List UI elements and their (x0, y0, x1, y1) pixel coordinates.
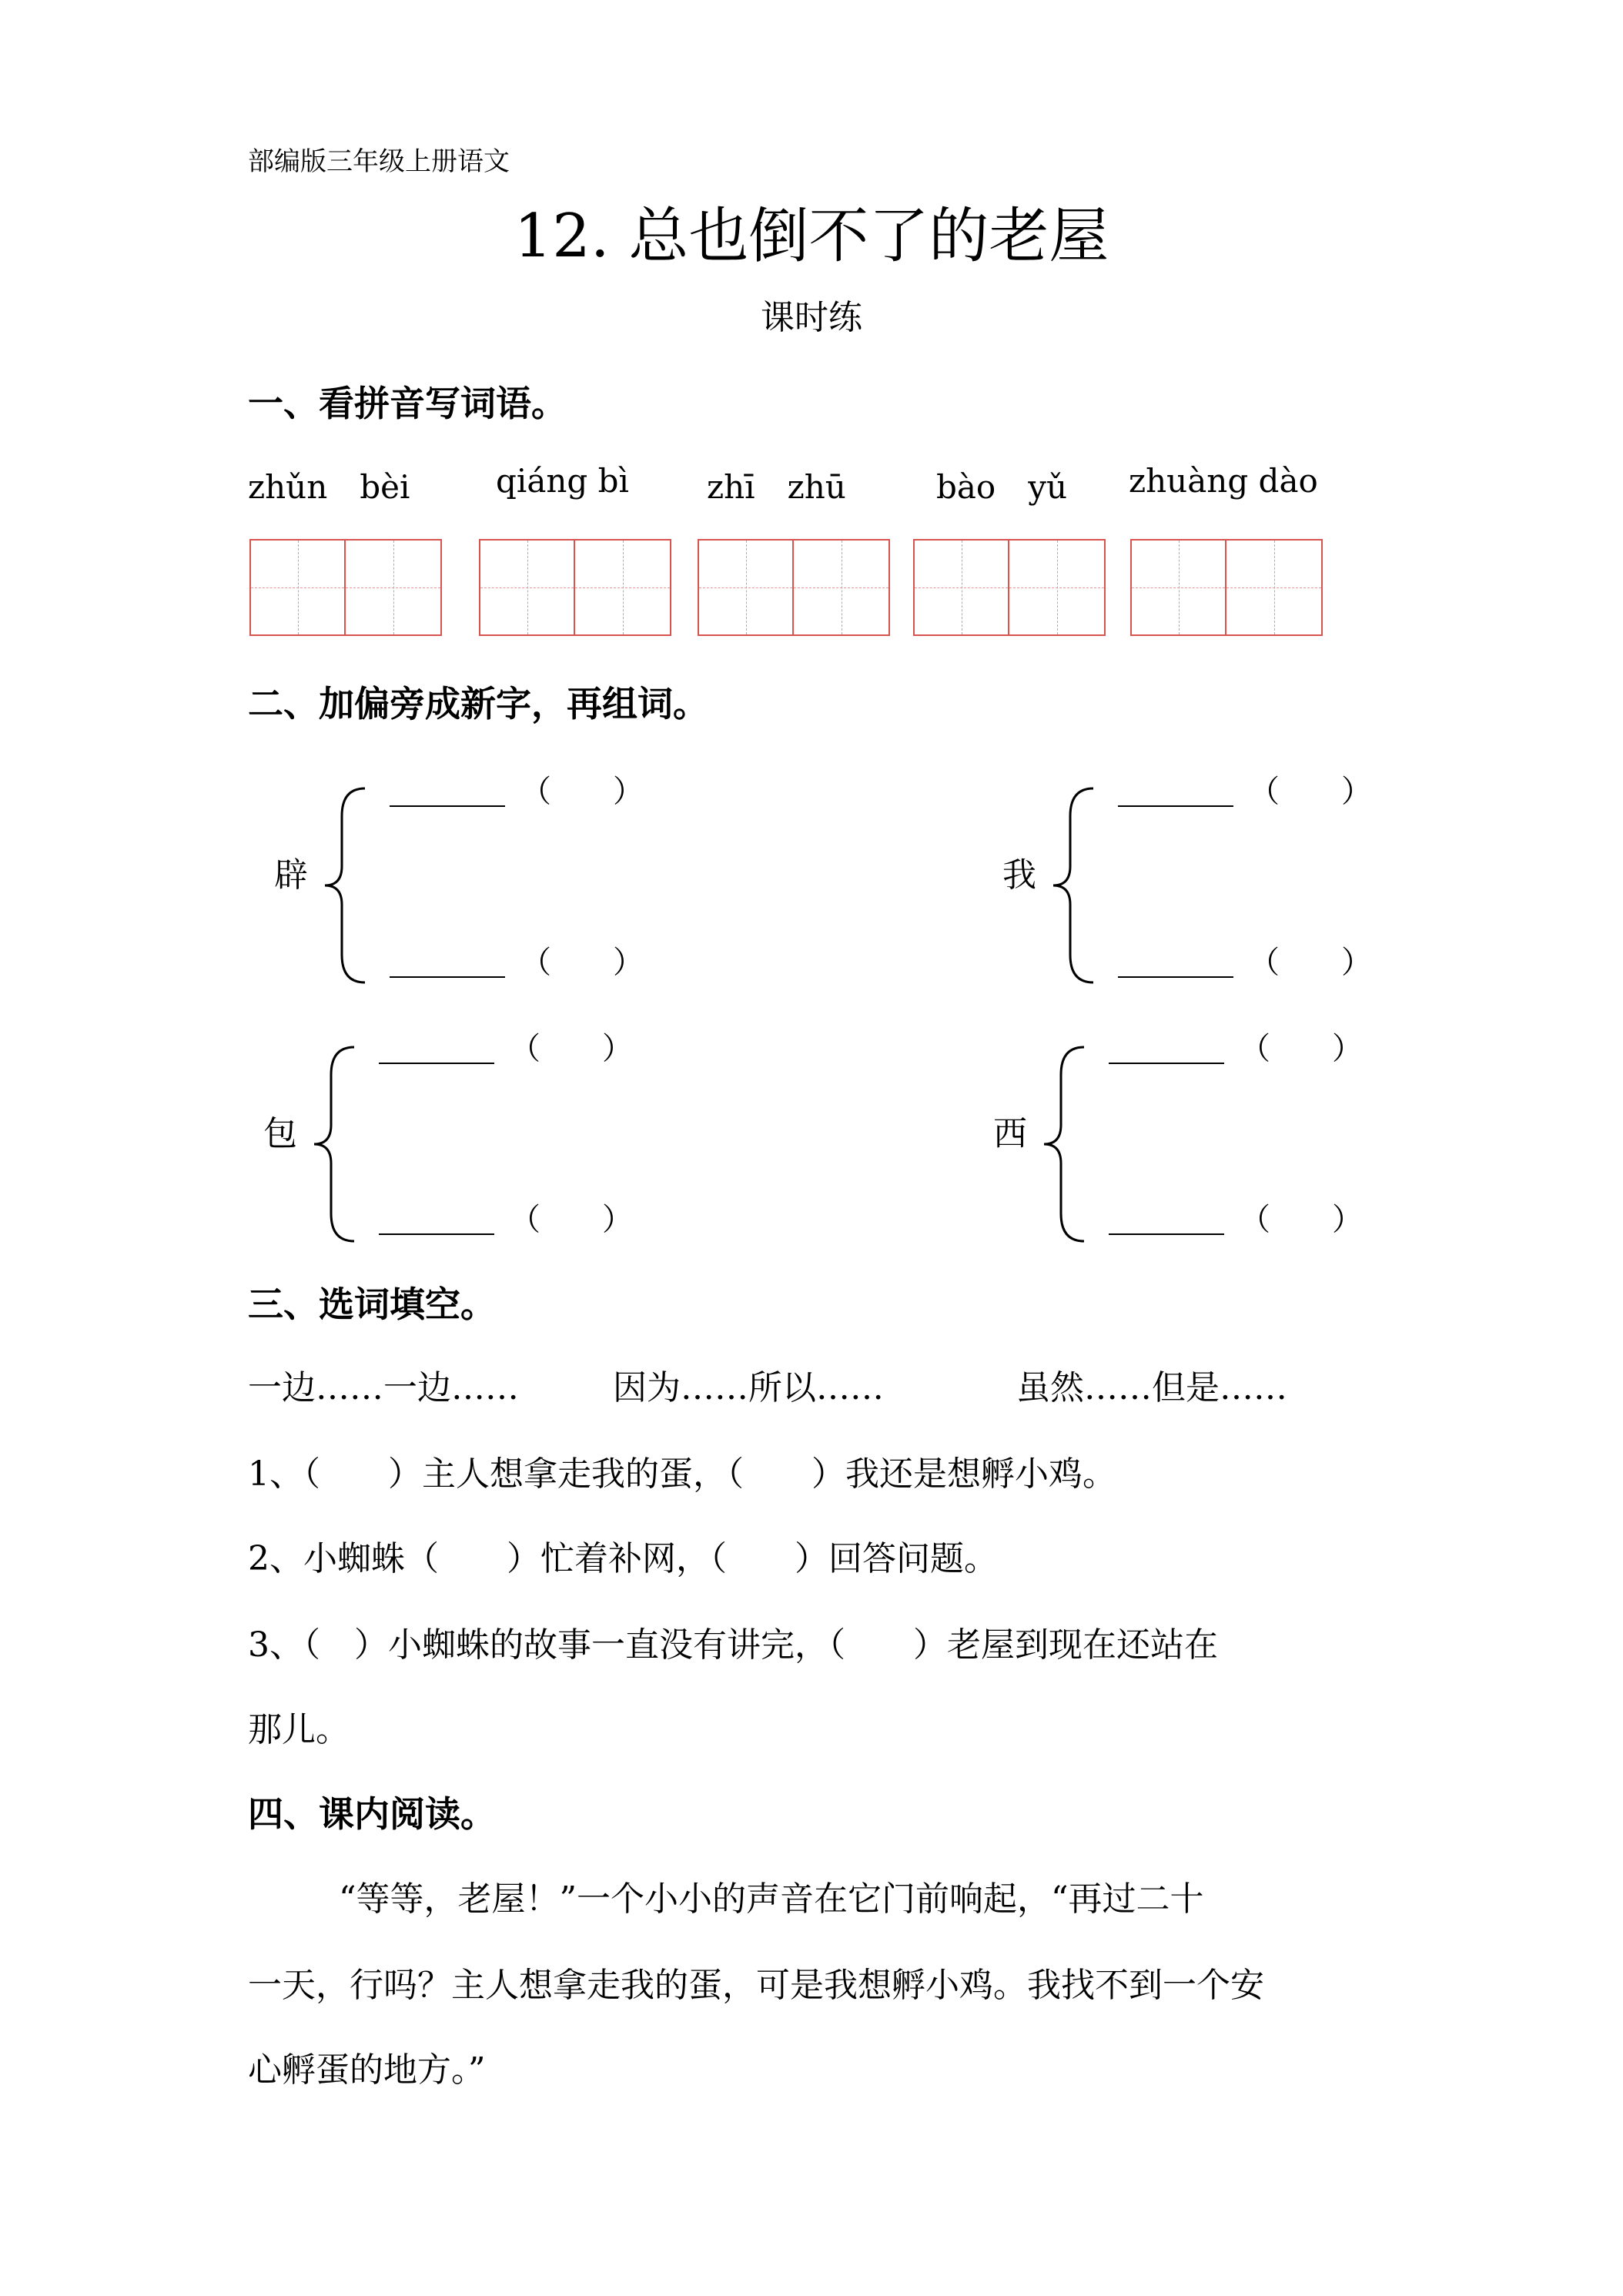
option-2: 因为……所以…… (613, 1368, 884, 1407)
radical-char-3: 包 (263, 1114, 297, 1153)
option-1: 一边……一边…… (248, 1368, 519, 1407)
brace-icon (1047, 785, 1101, 986)
pinyin-5: zhuàng dào (1129, 462, 1318, 500)
section1-heading: 一、看拼音写词语。 (248, 383, 567, 424)
page-title: 12. 总也倒不了的老屋 (514, 202, 1109, 271)
blank-line[interactable] (1118, 975, 1233, 978)
writing-grid-2[interactable] (479, 539, 671, 639)
question-1: 1、（ ）主人想拿走我的蛋，（ ）我还是想孵小鸡。 (248, 1454, 1116, 1494)
page-header: 部编版三年级上册语文 (248, 146, 510, 177)
blank-line[interactable] (1118, 804, 1233, 807)
brace-icon (308, 1044, 362, 1244)
paren-blank[interactable]: （ ） (510, 1031, 633, 1066)
blank-line[interactable] (390, 975, 505, 978)
radical-char-2: 我 (1002, 855, 1036, 895)
pinyin-4: bào yǔ (936, 468, 1067, 506)
blank-line[interactable] (1109, 1232, 1224, 1235)
writing-grid-4[interactable] (913, 539, 1106, 639)
reading-line-2: 一天，行吗？主人想拿走我的蛋，可是我想孵小鸡。我找不到一个安 (248, 1966, 1264, 2005)
paren-blank[interactable]: （ ） (1240, 1031, 1363, 1066)
blank-line[interactable] (379, 1061, 494, 1064)
radical-char-1: 辟 (274, 855, 308, 895)
paren-blank[interactable]: （ ） (520, 945, 644, 980)
option-3: 虽然……但是…… (1016, 1368, 1287, 1407)
writing-grid-5[interactable] (1130, 539, 1323, 639)
section4-heading: 四、课内阅读。 (248, 1793, 496, 1835)
radical-char-4: 西 (993, 1114, 1027, 1153)
writing-grid-1[interactable] (249, 539, 442, 639)
section3-heading: 三、选词填空。 (248, 1284, 496, 1325)
question-2: 2、小蜘蛛（ ）忙着补网，（ ）回答问题。 (248, 1539, 998, 1578)
paren-blank[interactable]: （ ） (1240, 1202, 1363, 1237)
paren-blank[interactable]: （ ） (510, 1202, 633, 1237)
brace-icon (319, 785, 373, 986)
pinyin-3: zhī zhū (707, 468, 846, 506)
blank-line[interactable] (1109, 1061, 1224, 1064)
writing-grid-3[interactable] (698, 539, 890, 639)
reading-line-1: “等等，老屋！”一个小小的声音在它门前响起，“再过二十 (339, 1879, 1204, 1919)
paren-blank[interactable]: （ ） (1249, 774, 1372, 809)
page-subtitle: 课时练 (761, 298, 862, 337)
brace-icon (1038, 1044, 1092, 1244)
question-3: 3、（ ）小蜘蛛的故事一直没有讲完，（ ）老屋到现在还站在 (248, 1625, 1218, 1665)
pinyin-1: zhǔn bèi (248, 468, 410, 506)
paren-blank[interactable]: （ ） (520, 774, 644, 809)
reading-line-3: 心孵蛋的地方。” (248, 2050, 486, 2090)
blank-line[interactable] (379, 1232, 494, 1235)
section2-heading: 二、加偏旁成新字，再组词。 (248, 683, 708, 725)
pinyin-2: qiáng bì (496, 462, 629, 500)
blank-line[interactable] (390, 804, 505, 807)
question-3-cont: 那儿。 (248, 1710, 350, 1749)
paren-blank[interactable]: （ ） (1249, 945, 1372, 980)
